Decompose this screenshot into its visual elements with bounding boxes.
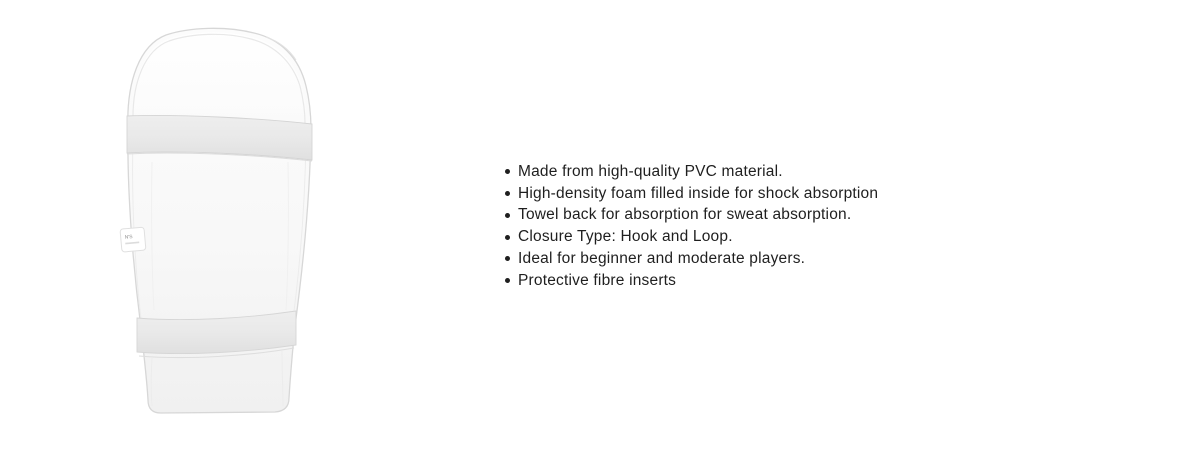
feature-item-foam-filled: High-density foam filled inside for shock absorption: [500, 183, 930, 205]
feature-item-fibre-inserts: Protective fibre inserts: [500, 270, 930, 292]
product-image-arm-guard: [118, 26, 318, 420]
feature-item-pvc-material: Made from high-quality PVC material.: [500, 161, 930, 183]
product-tag-label: N'S: [124, 234, 133, 241]
product-tag: [120, 227, 146, 252]
feature-item-closure-type: Closure Type: Hook and Loop.: [500, 226, 930, 248]
feature-item-player-level: Ideal for beginner and moderate players.: [500, 248, 930, 270]
feature-item-towel-back: Towel back for absorption for sweat absorption.: [500, 204, 930, 226]
feature-list: [500, 161, 930, 291]
arm-guard-illustration: [118, 26, 318, 420]
